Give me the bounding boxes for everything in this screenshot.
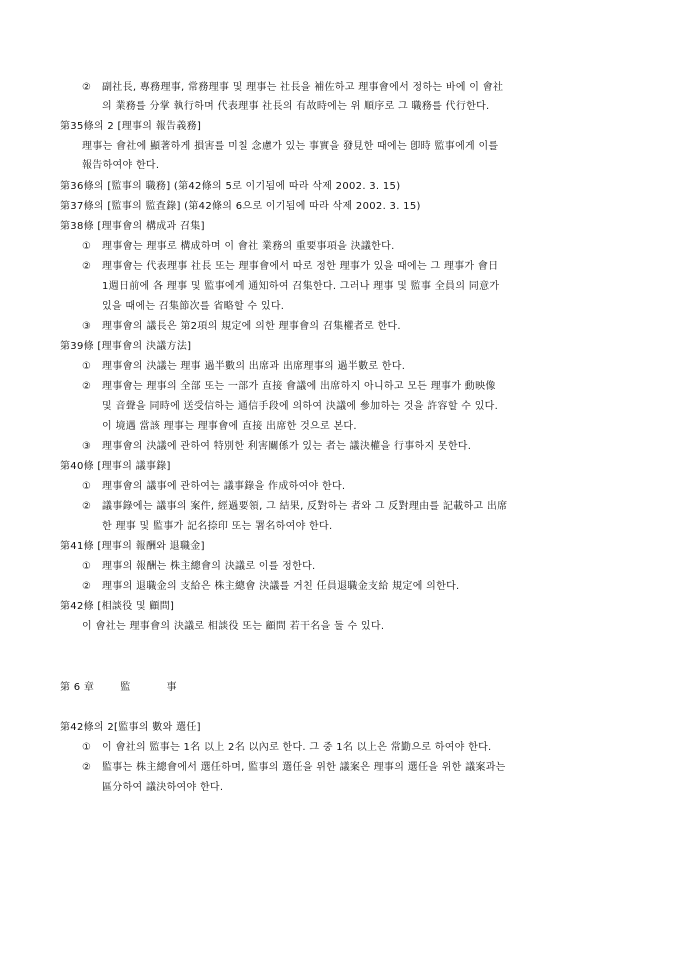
para-text: 副社長, 專務理事, 常務理事 및 理事는 社長을 補佐하고 理事會에서 정하는 바에 이 會社 bbox=[102, 82, 504, 93]
art37-heading: 第37條의 [監事의 監査錄] (第42條의 6으로 이기됨에 따라 삭제 2002. 3. 15) bbox=[60, 201, 421, 212]
para-number: ② bbox=[82, 762, 92, 773]
art35-2-heading: 第35條의 2 [理事의 報告義務] bbox=[60, 121, 202, 132]
para-text: 理事의 退職金의 支給은 株主總會 決議를 거친 任員退職金支給 規定에 의한다. bbox=[102, 581, 460, 592]
art38-para1 bbox=[82, 241, 395, 253]
art40-para2-line1 bbox=[82, 501, 507, 513]
para-number: ① bbox=[82, 742, 92, 753]
chapter-heading bbox=[60, 682, 177, 694]
art42-2-para2-line1 bbox=[82, 762, 506, 774]
para-text: 이 會社의 監事는 1名 以上 2名 以內로 한다. 그 중 1名 以上은 常勤으로 하여야 한다. bbox=[102, 742, 492, 753]
art41-para1 bbox=[82, 561, 316, 573]
art34-para2-line2: 의 業務를 分掌 執行하며 代表理事 社長의 有故時에는 위 順序로 그 職務를 代行한다. bbox=[102, 101, 490, 112]
para-number: ① bbox=[82, 561, 92, 572]
para-text: 議事錄에는 議事의 案件, 經過要領, 그 結果, 反對하는 者와 그 反對理由를 記載하고 出席 bbox=[102, 501, 508, 512]
chapter-title-part1: 監 bbox=[120, 682, 131, 693]
para-number: ② bbox=[82, 581, 92, 592]
art42-heading: 第42條 [相談役 및 顧問] bbox=[60, 601, 175, 612]
art39-para2-line3: 이 境遇 當該 理事는 理事會에 直接 出席한 것으로 본다. bbox=[102, 421, 357, 432]
art41-para2 bbox=[82, 581, 460, 593]
art36-heading: 第36條의 [監事의 職務] (第42條의 5로 이기됨에 따라 삭제 2002. 3. 15) bbox=[60, 181, 401, 192]
art38-para2-line1 bbox=[82, 261, 498, 273]
art39-para2-line1 bbox=[82, 381, 496, 393]
chapter-title-part2: 事 bbox=[166, 682, 177, 693]
para-number: ③ bbox=[82, 441, 92, 452]
para-number: ② bbox=[82, 82, 92, 93]
para-text: 理事會는 理事의 全部 또는 一部가 直接 會議에 出席하지 아니하고 모든 理事가 動映像 bbox=[102, 381, 496, 392]
art38-para3 bbox=[82, 321, 401, 333]
para-text: 理事會의 議長은 第2項의 規定에 의한 理事會의 召集權者로 한다. bbox=[102, 321, 401, 332]
para-number: ② bbox=[82, 261, 92, 272]
art41-heading: 第41條 [理事의 報酬와 退職金] bbox=[60, 541, 205, 552]
art38-para2-line3: 있을 때에는 召集節次를 省略할 수 있다. bbox=[102, 301, 285, 312]
art40-para2-line2: 한 理事 및 監事가 記名捺印 또는 署名하여야 한다. bbox=[102, 521, 333, 532]
para-number: ① bbox=[82, 241, 92, 252]
art42-2-para2-line2: 區分하여 議決하여야 한다. bbox=[102, 782, 224, 793]
art39-para2-line2: 및 音聲을 同時에 送受信하는 通信手段에 의하여 決議에 參加하는 것을 許容할 수 있다. bbox=[102, 401, 499, 412]
art42-2-heading: 第42條의 2[監事의 數와 選任] bbox=[60, 722, 201, 733]
para-text: 理事會의 決議에 관하여 特別한 利害關係가 있는 者는 議決權을 行事하지 못한다. bbox=[102, 441, 472, 452]
para-number: ② bbox=[82, 381, 92, 392]
para-text: 理事會의 決議는 理事 過半數의 出席과 出席理事의 過半數로 한다. bbox=[102, 361, 406, 372]
chapter-label: 第 6 章 bbox=[60, 682, 95, 693]
art39-para3 bbox=[82, 441, 471, 453]
art35-2-line2: 報告하여야 한다. bbox=[82, 160, 160, 171]
para-number: ③ bbox=[82, 321, 92, 332]
para-text: 理事會의 議事에 관하여는 議事錄을 作成하여야 한다. bbox=[102, 481, 346, 492]
art35-2-line1: 理事는 會社에 顯著하게 損害를 미칠 念慮가 있는 事實을 發見한 때에는 卽時 監事에게 이를 bbox=[82, 141, 499, 152]
para-text: 理事會는 代表理事 社長 또는 理事會에서 따로 정한 理事가 있을 때에는 그 理事가 會日 bbox=[102, 261, 499, 272]
para-text: 理事會는 理事로 構成하며 이 會社 業務의 重要事項을 決議한다. bbox=[102, 241, 395, 252]
art42-line1: 이 會社는 理事會의 決議로 相談役 또는 顧問 若干名을 둘 수 있다. bbox=[82, 621, 385, 632]
art38-heading: 第38條 [理事會의 構成과 召集] bbox=[60, 221, 205, 232]
art40-heading: 第40條 [理事의 議事錄] bbox=[60, 461, 171, 472]
para-number: ② bbox=[82, 501, 92, 512]
art38-para2-line2: 1週日前에 各 理事 및 監事에게 通知하여 召集한다. 그러나 理事 및 監事 全員의 同意가 bbox=[102, 281, 500, 292]
para-text: 理事의 報酬는 株主總會의 決議로 이를 정한다. bbox=[102, 561, 316, 572]
art40-para1 bbox=[82, 481, 345, 493]
art39-para1 bbox=[82, 361, 405, 373]
para-number: ① bbox=[82, 361, 92, 372]
para-text: 監事는 株主總會에서 選任하며, 監事의 選任을 위한 議案은 理事의 選任을 위한 議案과는 bbox=[102, 762, 506, 773]
para-number: ① bbox=[82, 481, 92, 492]
art39-heading: 第39條 [理事會의 決議方法] bbox=[60, 341, 192, 352]
art42-2-para1 bbox=[82, 742, 492, 754]
art34-para2-line1 bbox=[82, 82, 503, 94]
